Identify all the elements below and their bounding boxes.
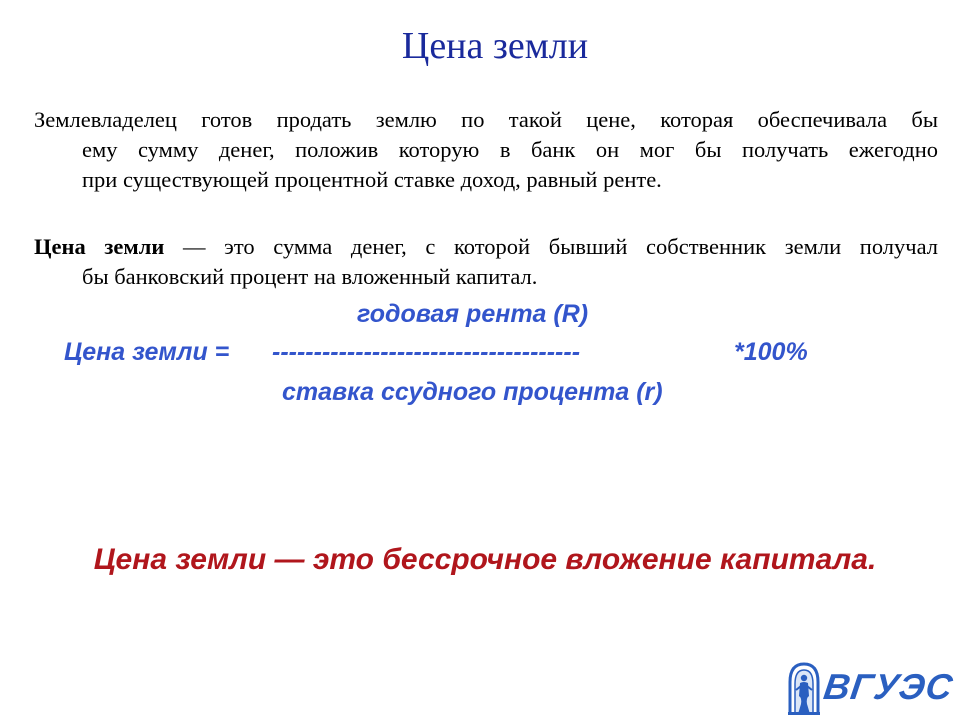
formula-lhs: Цена земли = xyxy=(64,338,230,366)
slide-title: Цена земли xyxy=(401,25,589,67)
paragraph-definition xyxy=(34,232,938,292)
paragraph-line: при существующей процентной ставке доход, равный ренте. xyxy=(82,167,662,192)
conclusion-statement: Цена земли — это бессрочное вложение капитала. xyxy=(93,543,877,576)
definition-text: — это сумма денег, с которой бывший собственник земли получал xyxy=(164,234,938,259)
formula-fraction-bar: ------------------------------------- xyxy=(272,338,581,366)
paragraph-line: ему сумму денег, положив которую в банк он мог бы получать ежегодно xyxy=(82,137,938,162)
paragraph-line: Землевладелец готов продать землю по такой цене, которая обеспечивала бы xyxy=(34,107,938,132)
university-logo-text: ВГУЭС xyxy=(821,666,956,707)
formula-denominator: ставка ссудного процента (r) xyxy=(282,378,663,406)
definition-line xyxy=(34,232,938,262)
formula-numerator: годовая рента (R) xyxy=(357,300,589,328)
definition-term: Цена земли xyxy=(34,234,165,259)
formula-multiplier: *100% xyxy=(734,338,808,366)
paragraph-landowner xyxy=(34,105,938,195)
definition-line: бы банковский процент на вложенный капитал. xyxy=(82,264,538,289)
